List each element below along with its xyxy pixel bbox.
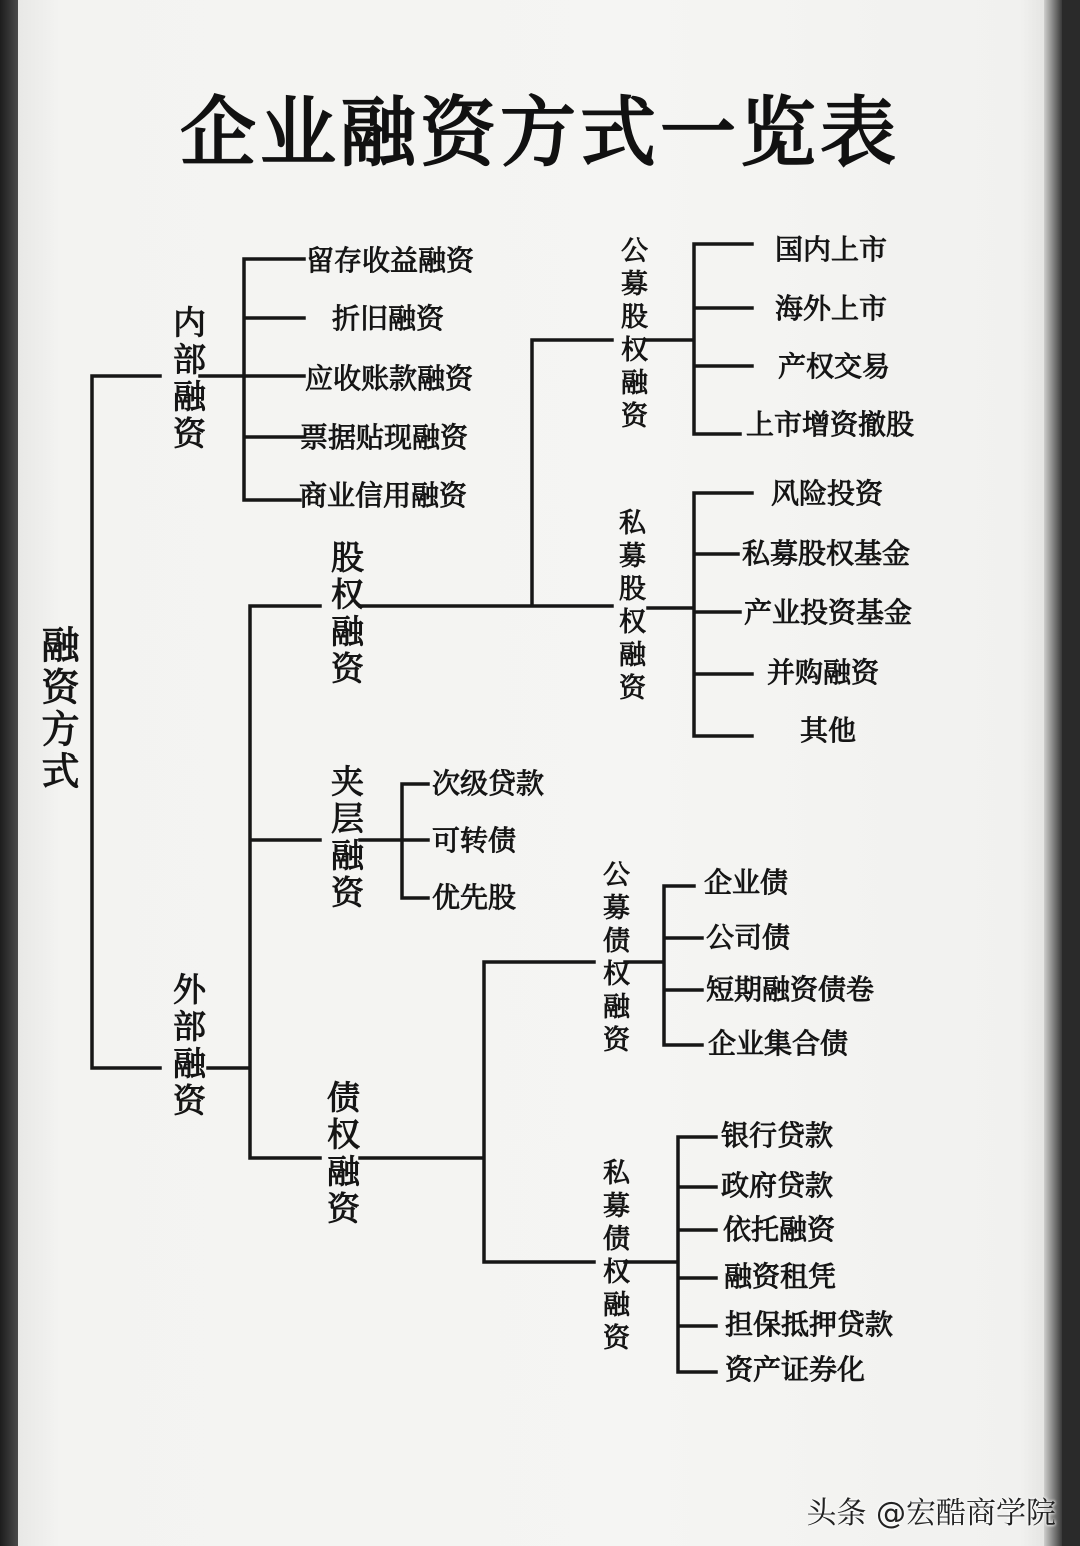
equity-public-item: 产权交易 — [778, 350, 891, 383]
connector-equity-private — [648, 493, 752, 736]
equity-private-item: 风险投资 — [771, 477, 884, 510]
equity-private-item: 并购融资 — [767, 656, 880, 689]
internal-item: 商业信用融资 — [299, 479, 468, 512]
debt-public-item: 企业债 — [704, 866, 789, 899]
root-node: 融资方式 — [35, 625, 79, 793]
mezzanine-financing-node: 夹层融资 — [326, 764, 365, 912]
internal-financing-node: 内部融资 — [168, 305, 207, 453]
equity-public-item: 海外上市 — [775, 292, 888, 325]
equity-financing-node: 股权融资 — [326, 540, 365, 688]
debt-private-item: 融资租凭 — [724, 1260, 837, 1293]
debt-public-item: 短期融资债卷 — [706, 973, 875, 1006]
debt-public-node: 公募债权融资 — [598, 860, 629, 1058]
debt-private-item: 银行贷款 — [721, 1119, 834, 1152]
mezzanine-item: 优先股 — [432, 881, 517, 914]
equity-private-item: 其他 — [800, 714, 857, 747]
connector-external — [208, 606, 320, 1158]
debt-private-node: 私募债权融资 — [598, 1158, 629, 1356]
debt-private-item: 依托融资 — [723, 1213, 836, 1246]
internal-item: 折旧融资 — [332, 302, 445, 335]
connector-debt — [360, 962, 594, 1262]
connector-root — [92, 376, 160, 1068]
internal-item: 留存收益融资 — [306, 244, 475, 277]
connector-equity-public — [645, 244, 752, 434]
connector-mezzanine — [360, 784, 428, 898]
connector-debt-public — [625, 886, 702, 1045]
connector-internal — [200, 259, 304, 500]
debt-private-item: 担保抵押贷款 — [725, 1308, 894, 1341]
debt-public-item: 公司债 — [706, 921, 791, 954]
mezzanine-item: 可转债 — [432, 824, 517, 857]
page-title: 企业融资方式一览表 — [180, 88, 900, 177]
equity-public-node: 公募股权融资 — [616, 236, 647, 434]
debt-public-item: 企业集合债 — [708, 1027, 849, 1060]
debt-private-item: 政府贷款 — [721, 1169, 834, 1202]
equity-public-item: 国内上市 — [775, 233, 888, 266]
connector-debt-private — [625, 1137, 716, 1372]
equity-public-item: 上市增资撤股 — [746, 408, 915, 441]
internal-item: 应收账款融资 — [305, 362, 474, 395]
internal-item: 票据贴现融资 — [300, 421, 469, 454]
mezzanine-item: 次级贷款 — [432, 767, 545, 800]
debt-financing-node: 债权融资 — [322, 1080, 361, 1228]
debt-private-item: 资产证券化 — [725, 1353, 866, 1386]
equity-private-node: 私募股权融资 — [614, 508, 645, 706]
equity-private-item: 产业投资基金 — [744, 596, 913, 629]
watermark-text: 头条 @宏酷商学院 — [806, 1496, 1056, 1531]
external-financing-node: 外部融资 — [168, 972, 207, 1120]
equity-private-item: 私募股权基金 — [742, 537, 911, 570]
